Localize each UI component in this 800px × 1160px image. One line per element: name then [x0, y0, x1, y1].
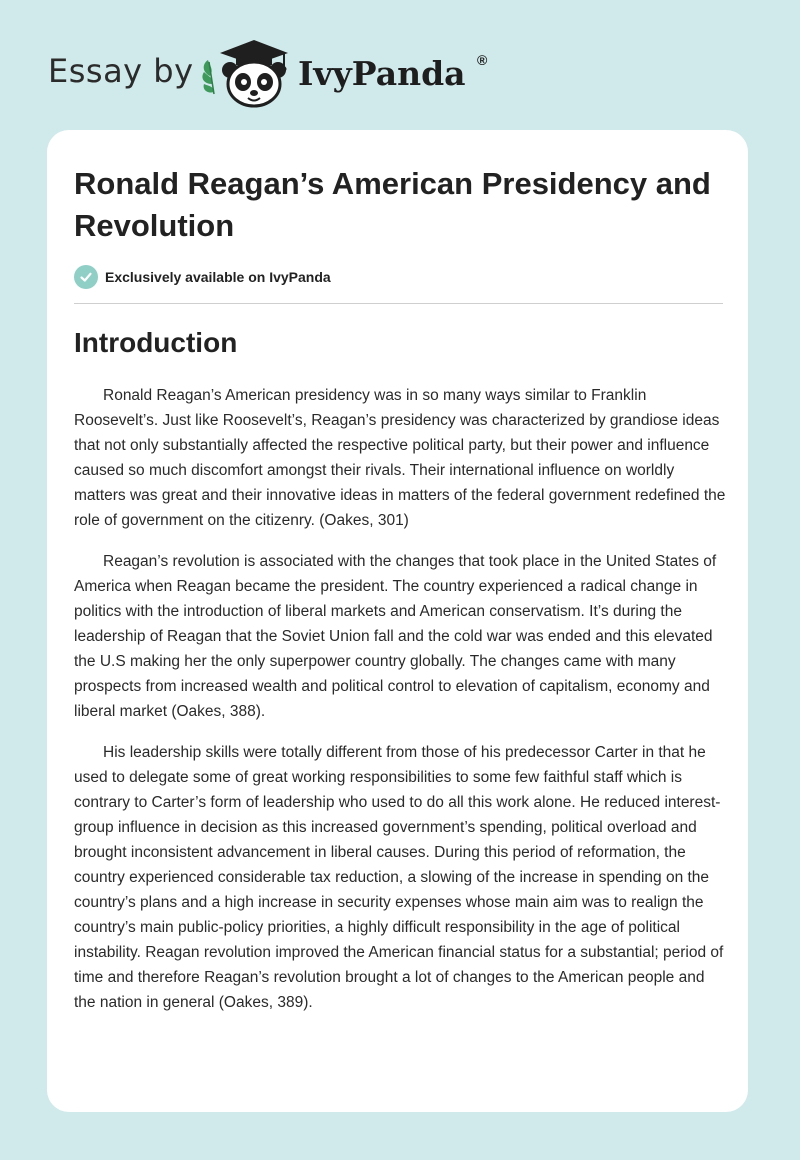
check-icon: [74, 265, 98, 289]
divider: [74, 303, 723, 304]
site-logo[interactable]: [48, 34, 568, 114]
ivy-leaf-icon: [202, 60, 214, 94]
brand-name: IvyPanda: [298, 54, 466, 93]
brand-prefix: Essay by: [48, 52, 194, 90]
essay-title: Ronald Reagan’s American Presidency and Revolution: [74, 166, 711, 243]
registered-mark: ®: [477, 52, 488, 68]
paragraph: His leadership skills were totally different from those of his predecessor Carter in that he used to delegate some of great working responsibilities to some few faithful staff which is contrary to Carter’s form of leadership who used to do all this work alone. He reduced interest-group influence in decision as this increased government’s spending, political overload and brought inconsistent advancement in liberal causes. During this period of reformation, the country experienced considerable tax reduction, a slowing of the increase in spending on the country’s plans and a high increase in security expenses whose main aim was to realign the country’s main public-policy priorities, a highly difficult responsibility in the age of political instability. Reagan revolution improved the American financial status for a substantial; period of time and therefore Reagan’s revolution brought a lot of changes to the American people and the nation in general (Oakes, 389).: [74, 744, 724, 1011]
paragraph: Ronald Reagan’s American presidency was in so many ways similar to Franklin Roosevelt’s. Just like Roosevelt’s, Reagan’s presidency was characterized by grandiose ideas that not only substantially affected the respective political party, but their power and influence caused so much discomfort amongst their rivals. Their international influence on worldly matters was great and their innovative ideas in matters of the federal government redefined the role of government on the citizenry. (Oakes, 301): [74, 387, 726, 529]
essay-card: [47, 130, 748, 1112]
section-heading: Introduction: [74, 327, 238, 358]
exclusive-label: Exclusively available on IvyPanda: [105, 269, 331, 285]
paragraph: Reagan’s revolution is associated with the changes that took place in the United States of America when Reagan became the president. The country experienced a radical change in politics with the introduction of liberal markets and American conservatism. It’s during the leadership of Reagan that the Soviet Union fall and the cold war was ended and this elevated the U.S making her the only superpower country globally. The changes came with many prospects from increased wealth and political control to elevation of capitalism, economy and liberal market (Oakes, 388).: [74, 553, 717, 720]
essay-body: [74, 383, 726, 1031]
exclusive-badge: [74, 264, 331, 290]
panda-graduate-icon: [200, 36, 292, 108]
